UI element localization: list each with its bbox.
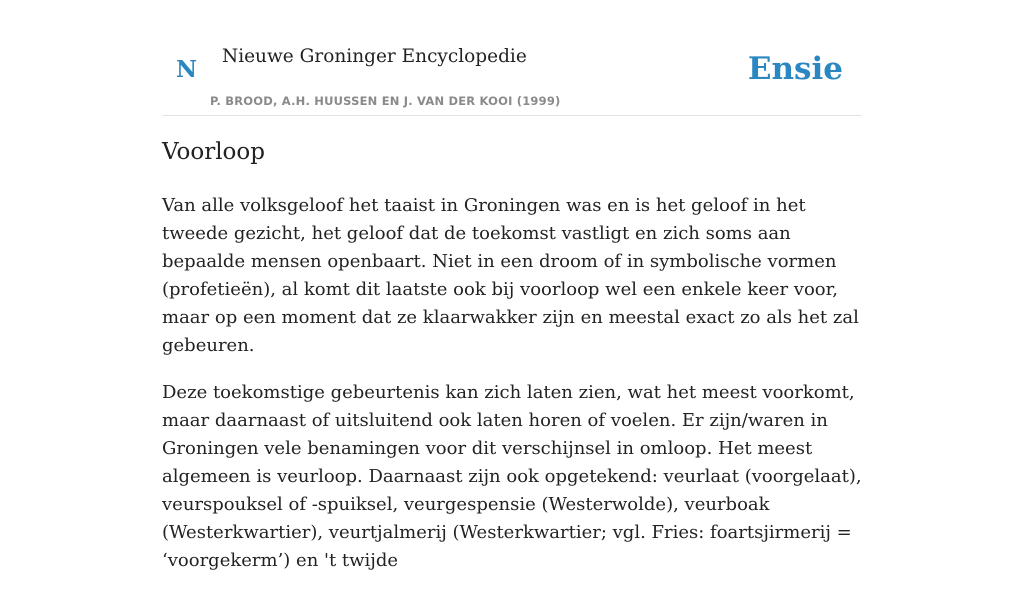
book-authors: P. BROOD, A.H. HUUSSEN EN J. VAN DER KOOI (1999) [210,94,561,108]
entry-paragraph: Deze toekomstige gebeurtenis kan zich laten zien, wat het meest voorkomt, maar daarnaast of uitsluitend ook laten horen of voelen. Er zijn/waren in Groningen vele benamingen voor dit verschijnsel in omloop. Het meest algemeen is veurloop. Daarnaast zijn ook opgetekend: veurlaat (voorgelaat), veurspouksel of -spuiksel, veurgespensie (Westerwolde), veurboak (Westerkwartier), veurtjalmerij (Westerkwartier; vgl. Fries: foartsjirmerij = ‘voorgekerm’) en 't twijde [162,382,862,571]
entry-body [162,192,867,594]
book-title-link[interactable]: Nieuwe Groninger Encyclopedie [222,46,527,67]
brand-logo[interactable]: Ensie [747,51,843,87]
book-logo-letter[interactable]: N [176,56,198,83]
entry-paragraph: Van alle volksgeloof het taaist in Groningen was en is het geloof in het tweede gezicht, het geloof dat de toekomst vastligt en zich soms aan bepaalde mensen openbaart. Niet in een droom of in symbolische vormen (profetieën), al komt dit laatste ook bij voorloop wel een enkele keer voor, maar op een moment dat ze klaarwakker zijn en meestal exact zo als het zal gebeuren. [162,195,859,356]
book-header [162,40,862,116]
entry-title: Voorloop [162,139,265,165]
